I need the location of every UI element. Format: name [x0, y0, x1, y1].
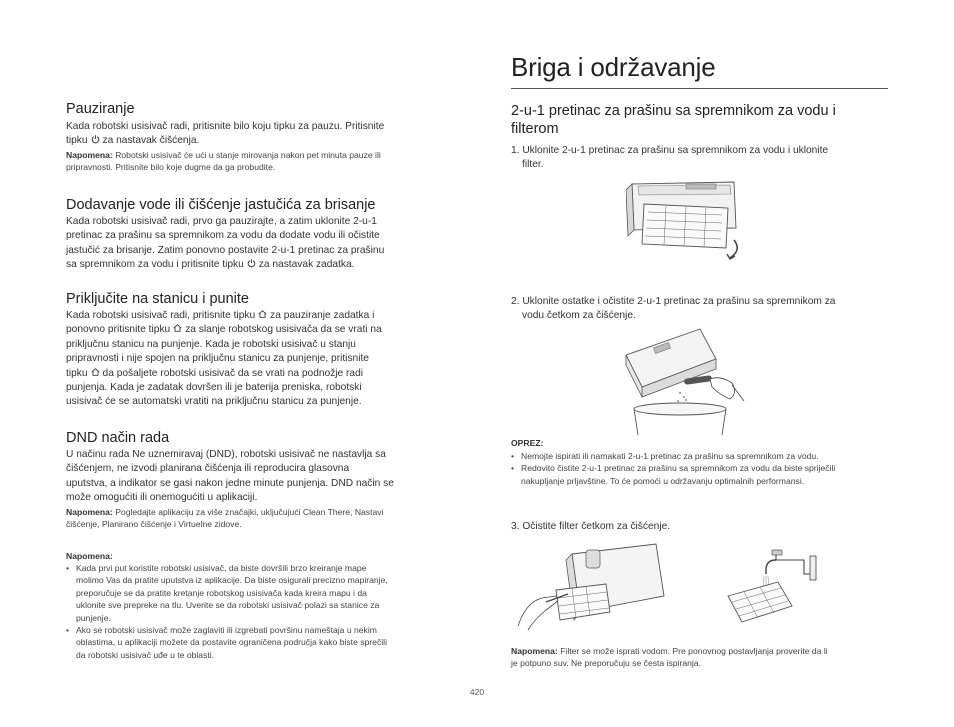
dock-heading: Priključite na stanicu i punite — [66, 291, 249, 307]
dnd-note: Napomena: Pogledajte aplikaciju za više značajki, uključujući Clean There, Nastavi čišćenje, Planirano čišćenje i Virtuelne zidove. — [66, 507, 384, 530]
power-icon — [246, 258, 257, 268]
dustbin-brushing-illustration — [620, 325, 750, 435]
step-3: 3. Očistite filter četkom za čišćenje. — [511, 521, 671, 532]
final-note: Napomena: Filter se može isprati vodom. Pre ponovnog postavljanja proverite da li je potpuno suv. Ne preporučuju se česta ispiranja. — [511, 646, 828, 669]
title-divider — [511, 88, 888, 89]
pause-text — [66, 120, 384, 149]
pause-line: tipku za nastavak čišćenja. — [66, 135, 200, 147]
dock-text: Kada robotski usisivač radi, pritisnite tipku za pauziranje zadatka i ponovno pritisnite tipku za slanje robotskog usisivača da se vrati na priključnu stanicu na punjenje. Kada je robotski usisivač u stanju pripravnosti i nije spojen na priključnu stanicu za punjenje, pritisnite tipku da pošaljete robotski usisivač da se vrati na podnožje radi punjenja. Kada je zadatak dovršen ili je baterija preniska, robotski usisivač će se automatski vratiti na priključnu stanicu za punjenje. — [66, 310, 382, 408]
filter-brushing-illustration — [516, 540, 666, 630]
water-text: Kada robotski usisivač radi, prvo ga pauzirajte, a zatim uklonite 2-u-1 pretinac za prašinu sa spremnikom za vodu da dodate vodu ili očistite jastučić za brisanje. Zatim ponovno postavite 2-u-1 pretinac za prašinu sa spremnikom za vodu i pritisnite tipku za nastavak zadatka. — [66, 216, 385, 271]
home-icon — [257, 309, 268, 319]
step-2: 2. Uklonite ostatke i očistite 2-u-1 pretinac za prašinu sa spremnikom za vodu četkom za čišćenje. — [511, 296, 836, 322]
list-item: • Kada prvi put koristite robotski usisivač, da biste dovršili brzo kreiranje mape molimo Vas da pratite uputstva iz aplikacije. Da biste osigurali precizno mapiranje, preporučuje se da pratite kretanje robotskog usisivača kada kreira mapu i da uklonite sve prepreke na tlu. Uverite se da robotski usisivač polazi sa stanice za punjenje. — [66, 562, 456, 624]
water-heading: Dodavanje vode ili čišćenje jastučića za brisanje — [66, 197, 376, 213]
dnd-text: U načinu rada Ne uznemiravaj (DND), robotski usisivač ne nastavlja sa čišćenjem, ne izvodi planirana čišćenja ili reproducira glasovna uputstva, a indikator se gasi nakon jedne minute punjenja. DND način se može omogućiti ili onemogućiti u aplikaciji. — [66, 449, 394, 504]
step-1: 1. Uklonite 2-u-1 pretinac za prašinu sa spremnikom za vodu i uklonite filter. — [511, 145, 829, 171]
general-note-list — [66, 562, 456, 661]
caution-heading: OPREZ: — [511, 438, 544, 448]
pause-heading: Pauziranje — [66, 101, 135, 117]
filter-rinsing-illustration — [722, 548, 826, 628]
pause-line: Kada robotski usisivač radi, pritisnite bilo koju tipku za pauzu. Pritisnite — [66, 121, 385, 132]
pause-note: Napomena: Robotski usisivač će ući u stanje mirovanja nakon pet minuta pauze ili pripravnosti. Pritisnite bilo koje dugme da ga probudite. — [66, 150, 381, 173]
home-icon — [90, 367, 101, 377]
page-number: 420 — [469, 687, 485, 697]
power-icon — [90, 134, 101, 144]
list-item: • Nemojte ispirati ili namakati 2-u-1 pretinac za prašinu sa spremnikom za vodu. — [511, 450, 901, 462]
list-item: • Ako se robotski usisivač može zaglaviti ili izgrebati površinu nameštaja u nekim oblastima, u aplikaciji možete da postavite ograničena područja kako biste sprečili da robotski usisivač uđe u te oblasti. — [66, 624, 456, 661]
page-title: Briga i održavanje — [511, 52, 716, 82]
section-title: 2-u-1 pretinac za prašinu sa spremnikom za vodu i filterom — [511, 103, 836, 137]
general-note-label: Napomena: — [66, 551, 113, 561]
dustbin-filter-removal-illustration — [626, 178, 746, 262]
home-icon — [172, 323, 183, 333]
dnd-heading: DND način rada — [66, 430, 170, 446]
note-label: Napomena: — [66, 150, 113, 160]
caution-list — [511, 450, 901, 487]
list-item: • Redovito čistite 2-u-1 pretinac za prašinu sa spremnikom za vodu da biste spriječili nakupljanje prljavštine. To će pomoći u održavanju optimalnih performansi. — [511, 462, 901, 487]
